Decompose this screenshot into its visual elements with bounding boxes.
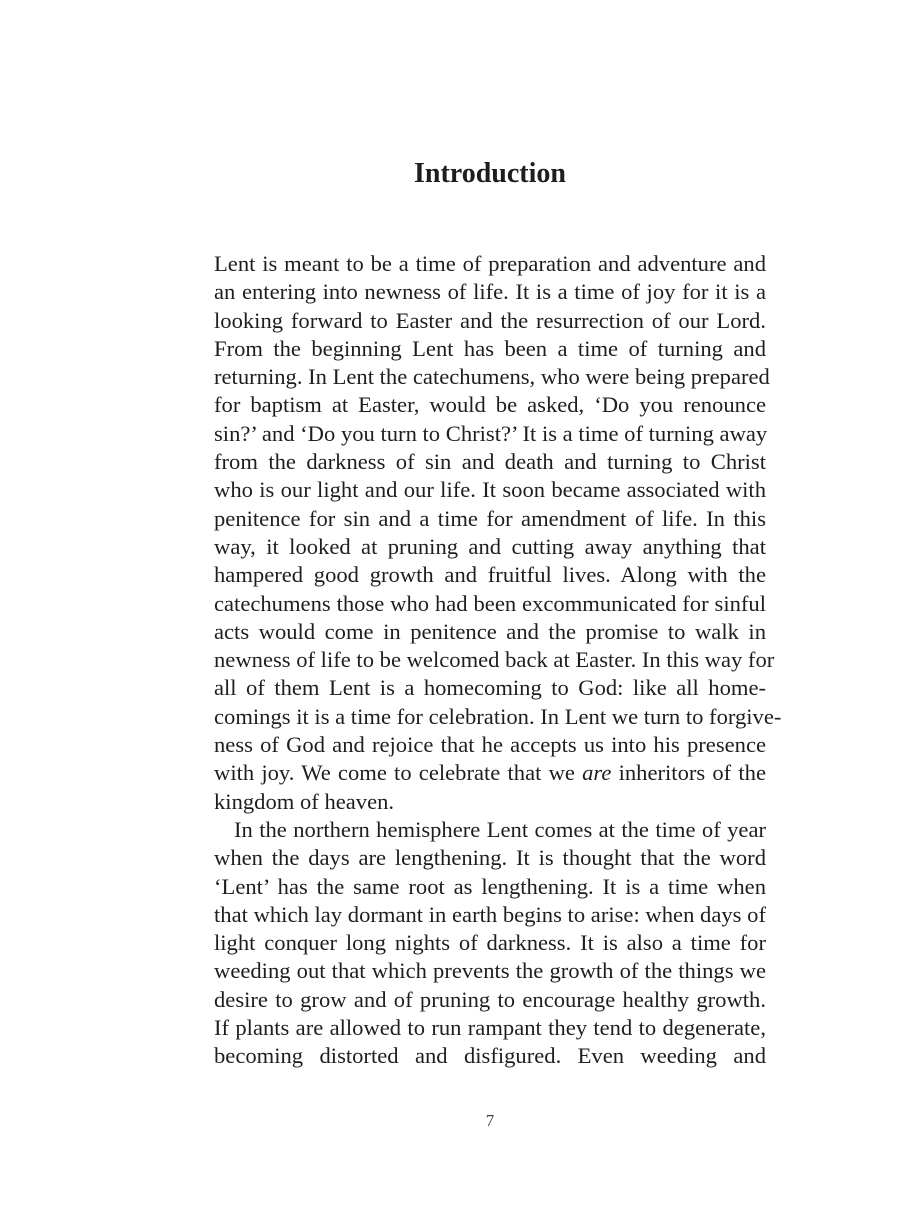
text-line: ‘Lent’ has the same root as lengthening. It is a time when (214, 873, 766, 899)
text-line: becoming distorted and disfigured. Even weeding and (214, 1043, 766, 1069)
text-line: acts would come in penitence and the promise to walk in (214, 618, 766, 644)
text-line: that which lay dormant in earth begins to arise: when days of (214, 901, 766, 927)
text-line: an entering into newness of life. It is a time of joy for it is a (214, 279, 766, 305)
text-segment: with joy. We come to celebrate that we (214, 760, 583, 786)
paragraph-2 (214, 816, 766, 1071)
text-line: kingdom of heaven. (214, 788, 395, 814)
text-line: light conquer long nights of darkness. It is also a time for (214, 930, 766, 956)
text-line: for baptism at Easter, would be asked, ‘Do you renounce (214, 392, 766, 418)
text-line: way, it looked at pruning and cutting away anything that (214, 533, 766, 559)
text-line: catechumens those who had been excommunicated for sinful (214, 590, 766, 616)
text-segment: inheritors of the (611, 760, 766, 786)
text-line: ness of God and rejoice that he accepts us into his presence (214, 732, 766, 758)
text-line: In the northern hemisphere Lent comes at the time of year (234, 816, 766, 842)
text-line-with-emphasis (214, 759, 766, 787)
page-title: Introduction (414, 158, 566, 189)
text-line: If plants are allowed to run rampant they tend to degenerate, (214, 1015, 766, 1041)
page-number: 7 (485, 1111, 495, 1130)
text-line: desire to grow and of pruning to encourage healthy growth. (214, 986, 766, 1012)
text-line: returning. In Lent the catechumens, who were being prepared (214, 364, 770, 390)
text-line: when the days are lengthening. It is thought that the word (214, 845, 766, 871)
text-line: newness of life to be welcomed back at Easter. In this way for (214, 647, 775, 673)
text-line: all of them Lent is a homecoming to God: like all home- (214, 675, 766, 701)
paragraph-1 (214, 250, 782, 816)
text-line: hampered good growth and fruitful lives. Along with the (214, 562, 766, 588)
text-line: Lent is meant to be a time of preparation and adventure and (214, 251, 766, 276)
text-line: comings it is a time for celebration. In Lent we turn to forgive- (214, 703, 782, 729)
text-line: weeding out that which prevents the growth of the things we (214, 958, 766, 984)
text-line: sin?’ and ‘Do you turn to Christ?’ It is a time of turning away (214, 420, 768, 446)
text-line: looking forward to Easter and the resurrection of our Lord. (214, 307, 766, 333)
text-line: penitence for sin and a time for amendment of life. In this (214, 505, 766, 531)
emphasis-word: are (582, 760, 612, 786)
text-line: who is our light and our life. It soon became associated with (214, 477, 766, 503)
body-text (214, 250, 782, 1071)
text-line: from the darkness of sin and death and turning to Christ (214, 449, 766, 475)
text-line: From the beginning Lent has been a time of turning and (214, 335, 766, 361)
